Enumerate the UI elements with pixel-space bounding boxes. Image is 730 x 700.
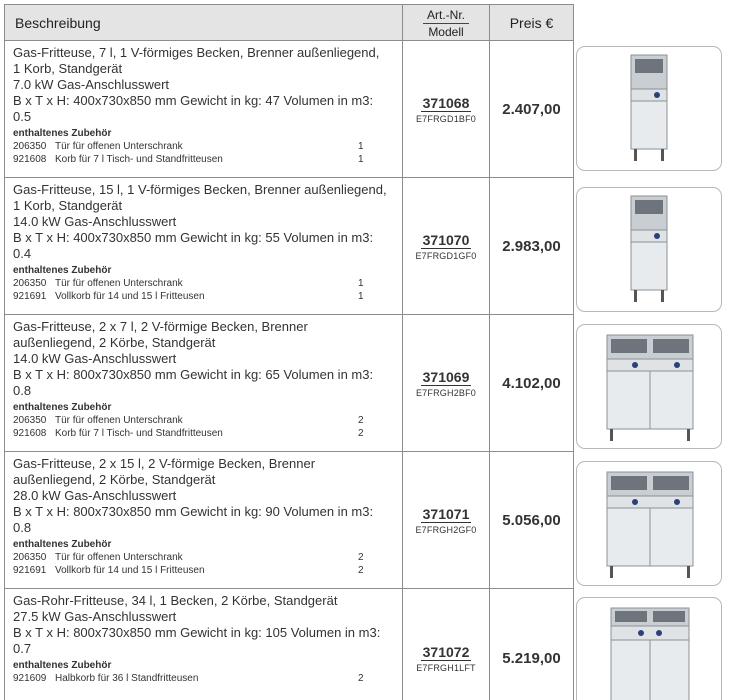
art-nr-cell — [403, 41, 490, 177]
accessory-item — [13, 153, 398, 166]
accessory-qty: 1 — [358, 154, 364, 165]
accessory-item — [13, 277, 398, 290]
art-nr: 371071 — [422, 505, 470, 522]
description-line: Gas-Fritteuse, 15 l, 1 V-förmiges Becken, Brenner außenliegend, — [13, 182, 387, 197]
double-fryer-image — [576, 461, 722, 586]
tube-fryer-image — [576, 597, 722, 700]
accessory-code: 921691 — [13, 291, 47, 302]
accessories-title: enthaltenes Zubehör — [13, 128, 112, 139]
art-nr-cell — [403, 589, 490, 700]
accessory-qty: 1 — [358, 141, 364, 152]
accessory-qty: 2 — [358, 673, 364, 684]
description-line: Gas-Fritteuse, 7 l, 1 V-förmiges Becken, Brenner außenliegend, — [13, 45, 380, 60]
accessory-name: Vollkorb für 14 und 15 l Fritteusen — [55, 565, 205, 576]
accessory-code: 921608 — [13, 154, 47, 165]
accessory-code: 921608 — [13, 428, 47, 439]
accessory-item — [13, 427, 398, 440]
art-nr: 371069 — [422, 368, 470, 385]
description-line: 1 Korb, Standgerät — [13, 61, 123, 76]
modell: E7FRGH2GF0 — [415, 524, 477, 535]
single-fryer-image — [576, 187, 722, 312]
art-nr: 371068 — [422, 94, 470, 111]
modell: E7FRGD1BF0 — [415, 113, 477, 124]
art-nr: 371072 — [422, 643, 470, 660]
description-line: außenliegend, 2 Körbe, Standgerät — [13, 335, 216, 350]
price-cell: 5.219,00 — [502, 649, 561, 667]
description-line: 0.7 — [13, 641, 32, 656]
accessory-item — [13, 140, 398, 153]
accessory-name: Tür für offenen Unterschrank — [55, 278, 183, 289]
description-cell — [5, 452, 403, 588]
accessory-qty: 1 — [358, 291, 364, 302]
description-line: B x T x H: 800x730x850 mm Gewicht in kg: 105 Volumen in m3: — [13, 625, 381, 640]
header-art-nr-label: Art.-Nr. — [427, 8, 465, 22]
accessory-item — [13, 672, 398, 685]
single-fryer-image — [576, 46, 722, 171]
table-row — [5, 41, 573, 178]
description-line: außenliegend, 2 Körbe, Standgerät — [13, 472, 216, 487]
accessory-qty: 2 — [358, 428, 364, 439]
accessories-title: enthaltenes Zubehör — [13, 660, 112, 671]
price-cell: 2.983,00 — [502, 237, 561, 255]
accessory-name: Tür für offenen Unterschrank — [55, 141, 183, 152]
description-line: 28.0 kW Gas-Anschlusswert — [13, 488, 177, 503]
description-line: B x T x H: 400x730x850 mm Gewicht in kg: 47 Volumen in m3: — [13, 93, 374, 108]
description-cell — [5, 589, 403, 700]
header-description: Beschreibung — [5, 5, 403, 40]
accessory-name: Tür für offenen Unterschrank — [55, 415, 183, 426]
table-row — [5, 178, 573, 315]
description-line: Gas-Fritteuse, 2 x 7 l, 2 V-förmige Becken, Brenner — [13, 319, 308, 334]
price-cell: 2.407,00 — [502, 100, 561, 118]
accessory-item — [13, 414, 398, 427]
table-row — [5, 315, 573, 452]
header-price: Preis € — [509, 15, 554, 31]
description-line: 1 Korb, Standgerät — [13, 198, 123, 213]
description-line: 7.0 kW Gas-Anschlusswert — [13, 77, 170, 92]
description-line: Gas-Fritteuse, 2 x 15 l, 2 V-förmige Becken, Brenner — [13, 456, 316, 471]
art-nr: 371070 — [422, 231, 470, 248]
modell: E7FRGH1LFT — [416, 662, 476, 673]
accessory-name: Halbkorb für 36 l Standfritteusen — [55, 673, 199, 684]
description-line: 27.5 kW Gas-Anschlusswert — [13, 609, 177, 624]
description-line: 14.0 kW Gas-Anschlusswert — [13, 214, 177, 229]
accessory-name: Korb für 7 l Tisch- und Standfritteusen — [55, 154, 223, 165]
accessories-title: enthaltenes Zubehör — [13, 539, 112, 550]
description-line: 0.5 — [13, 109, 32, 124]
table-header — [5, 5, 573, 41]
table-row — [5, 589, 573, 700]
description-line: Gas-Rohr-Fritteuse, 34 l, 1 Becken, 2 Körbe, Standgerät — [13, 593, 338, 608]
accessory-qty: 2 — [358, 565, 364, 576]
price-cell: 5.056,00 — [502, 511, 561, 529]
description-line: 14.0 kW Gas-Anschlusswert — [13, 351, 177, 366]
description-cell — [5, 41, 403, 177]
price-cell: 4.102,00 — [502, 374, 561, 392]
modell: E7FRGD1GF0 — [415, 250, 477, 261]
description-line: 0.8 — [13, 383, 32, 398]
accessory-code: 206350 — [13, 278, 47, 289]
description-cell — [5, 315, 403, 451]
accessory-code: 206350 — [13, 141, 47, 152]
accessory-code: 921609 — [13, 673, 47, 684]
accessory-name: Vollkorb für 14 und 15 l Fritteusen — [55, 291, 205, 302]
description-line: B x T x H: 400x730x850 mm Gewicht in kg: 55 Volumen in m3: — [13, 230, 374, 245]
accessories-title: enthaltenes Zubehör — [13, 265, 112, 276]
modell: E7FRGH2BF0 — [415, 387, 477, 398]
header-art-nr — [403, 5, 490, 40]
accessory-item — [13, 564, 398, 577]
header-modell-label: Modell — [428, 25, 464, 39]
accessory-code: 206350 — [13, 552, 47, 563]
art-nr-cell — [403, 178, 490, 314]
accessory-qty: 2 — [358, 415, 364, 426]
art-nr-cell — [403, 315, 490, 451]
description-line: 0.4 — [13, 246, 32, 261]
accessory-code: 921691 — [13, 565, 47, 576]
accessory-item — [13, 290, 398, 303]
price-table — [4, 4, 574, 700]
table-row — [5, 452, 573, 589]
double-fryer-image — [576, 324, 722, 449]
accessory-name: Korb für 7 l Tisch- und Standfritteusen — [55, 428, 223, 439]
accessory-item — [13, 551, 398, 564]
description-line: 0.8 — [13, 520, 32, 535]
description-line: B x T x H: 800x730x850 mm Gewicht in kg: 90 Volumen in m3: — [13, 504, 374, 519]
description-line: B x T x H: 800x730x850 mm Gewicht in kg: 65 Volumen in m3: — [13, 367, 374, 382]
accessory-name: Tür für offenen Unterschrank — [55, 552, 183, 563]
accessory-qty: 2 — [358, 552, 364, 563]
art-nr-cell — [403, 452, 490, 588]
accessory-code: 206350 — [13, 415, 47, 426]
description-cell — [5, 178, 403, 314]
accessories-title: enthaltenes Zubehör — [13, 402, 112, 413]
accessory-qty: 1 — [358, 278, 364, 289]
